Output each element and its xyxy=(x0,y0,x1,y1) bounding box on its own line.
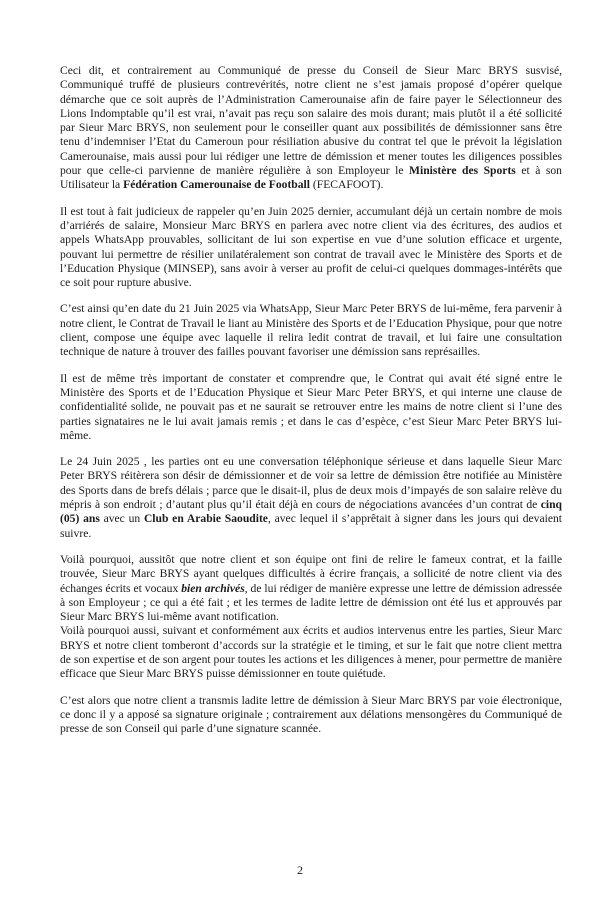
paragraph-text: , avec lequel il s’apprêtait à signer dans les jours qui devaient suivre. xyxy=(60,512,562,540)
paragraph-text: Il est de même très important de constater et comprendre que, le Contrat qui avait été signé entre le Ministère des Sports et de l’Education Physique et Sieur Marc Peter BRYS, et qui interne une clause de confidentialité solide, ne pouvait pas et ne saurait se retrouver entre les mains de notre client si l’une des parties signataires ne le lui avait jamais remis ; et dans le cas d’espèce, c’est Sieur Marc Peter BRYS lui-même. xyxy=(60,371,562,442)
page-number: 2 xyxy=(297,863,303,877)
paragraph-8 xyxy=(60,694,562,737)
paragraph-text: Il est tout à fait judicieux de rappeler qu’en Juin 2025 dernier, accumulant déjà un certain nombre de mois d’arriérés de salaire, Monsieur Marc BRYS en parlera avec notre client via des écritures, des audios et appels WhatsApp prouvables, sollicitant de lui son expertise en vue d’une solution efficace et urgente, pouvant lui permettre de résilier unilatéralement son contrat de travail avec le Ministère des Sports et de l’Education Physique (MINSEP), sans avoir à verser au profit de celui-ci quelques dommages-intérêts que ce soit pour rupture abusive. xyxy=(60,204,562,290)
bold-text-ministere: Ministère des Sports xyxy=(409,164,516,178)
paragraph-3 xyxy=(60,302,562,359)
paragraph-text: , de lui rédiger de manière expresse une lettre de démission adressée à son Employeur ; ce qui a été fait ; et les termes de ladite lettre de démission ont été lus et approuvés par Sieur Marc BRYS lui-même avant notification. xyxy=(60,581,562,624)
document-body xyxy=(60,64,562,736)
bold-text-duration: cinq (05) ans xyxy=(60,498,562,526)
paragraph-text: (FECAFOOT). xyxy=(310,178,384,192)
paragraph-text: Voilà pourquoi, aussitôt que notre client et son équipe ont fini de relire le fameux contrat, et la faille trouvée, Sieur Marc BRYS ayant quelques difficultés à écrire français, a sollicité de notre client via des échanges écrits et vocaux xyxy=(60,552,562,595)
paragraph-text: Ceci dit, et contrairement au Communiqué de presse du Conseil de Sieur Marc BRYS susvisé, Communiqué truffé de plusieurs contrevérités, notre client ne s’est jamais proposé d’opérer quelque démarche que ce soit auprès de l’Administration Camerounaise afin de faire payer le Sélectionneur des Lions Indomptable qu’il est vrai, n’avait pas reçu son salaire des mois durant; mais plutôt il a été sollicité par Sieur Marc BRYS, non seulement pour le conseiller quant aux possibilités de démissionner sans être tenu d’indemniser l’Etat du Cameroun pour résiliation abusive du contrat tel que le prévoit la législation Camerounaise, mais aussi pour lui rédiger une lettre de démission et mener toutes les diligences possibles pour que celle-ci parvienne de manière régulière à son Employeur le xyxy=(60,64,562,178)
paragraph-text: C’est alors que notre client a transmis ladite lettre de démission à Sieur Marc BRYS par voie électronique, ce donc il y a apposé sa signature originale ; contrairement aux délations mensongères du Communiqué de presse de son Conseil qui parle d’une signature scannée. xyxy=(60,693,562,736)
paragraph-text: C’est ainsi qu’en date du 21 Juin 2025 via WhatsApp, Sieur Marc Peter BRYS de lui-même, fera parvenir à notre client, le Contrat de Travail le liant au Ministère des Sports et de l’Education Physique, pour que notre client, compose une équipe avec laquelle il relira ledit contrat de travail, et lui faire une consultation technique de nature à trouver des failles pouvant favoriser une démission sans représailles. xyxy=(60,302,562,359)
paragraph-6 xyxy=(60,553,562,624)
bold-text-club: Club en Arabie Saoudite xyxy=(143,512,268,526)
paragraph-7 xyxy=(60,624,562,681)
paragraph-4 xyxy=(60,372,562,443)
paragraph-text: avec un xyxy=(99,512,144,526)
paragraph-text: et à son Utilisateur la xyxy=(60,164,562,192)
paragraph-text: Le 24 Juin 2025 , les parties ont eu une conversation téléphonique sérieuse et dans laquelle Sieur Marc Peter BRYS réitèrera son désir de démissionner et de voir sa lettre de démission être notifiée au Ministère des Sports dans de brefs délais ; parce que le disait-il, plus de deux mois d’impayés de son salaire relève du mépris à son endroit ; d’autant plus qu’il était déjà en cours de négociations avancées d’un contrat de xyxy=(60,455,562,512)
paragraph-5 xyxy=(60,455,562,541)
paragraph-1 xyxy=(60,64,562,193)
paragraph-text: Voilà pourquoi aussi, suivant et conformément aux écrits et audios intervenus entre les parties, Sieur Marc BRYS et notre client tomberont d’accords sur la stratégie et le timing, et sur le fait que notre client mettra de son expertise et de son argent pour toutes les actions et les diligences à mener, pour permettre de manière efficace que Sieur Marc BRYS puisse démissionner en toute quiétude. xyxy=(60,624,562,681)
paragraph-2 xyxy=(60,205,562,291)
bold-text-fecafoot: Fédération Camerounaise de Football xyxy=(123,178,310,192)
bold-italic-text-archived: bien archivés xyxy=(181,581,245,595)
